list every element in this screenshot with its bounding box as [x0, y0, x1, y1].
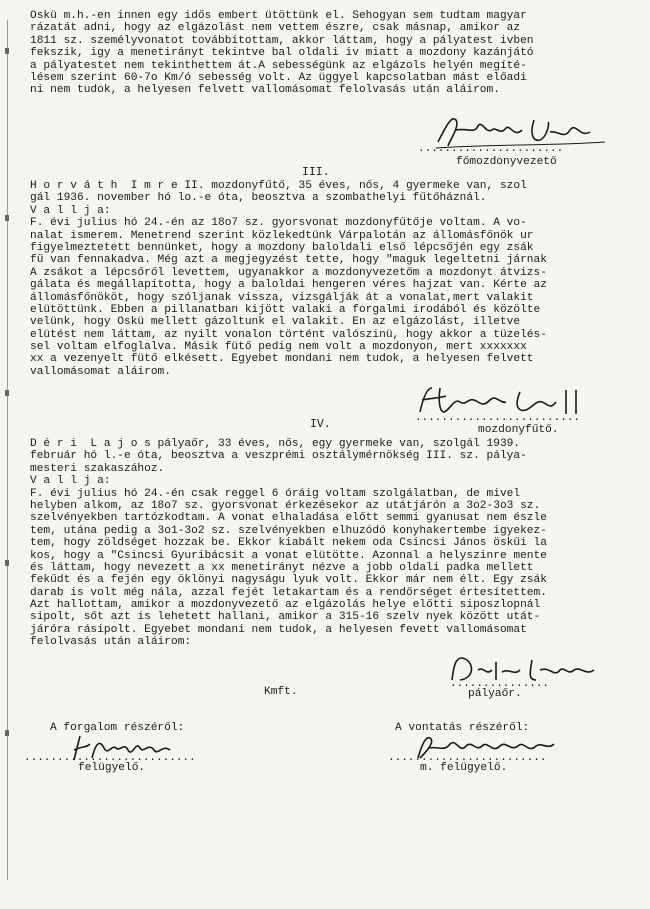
- text-line: Azt hallottam, amikor a mozdonyvezető az elgázolás helye előtti siposzlopnál: [30, 599, 541, 612]
- text-line: rázatát adni, hogy az elgázolást nem vettem észre, csak másnap, amikor az: [30, 22, 521, 35]
- signature-dots: ......................: [418, 143, 564, 155]
- text-line: V a l l j a:: [30, 475, 111, 488]
- text-line: elütést nem láttam, az nyilt vonalon történt valószinü, hogy akkor a tüzelés-: [30, 328, 547, 341]
- signature-caption-driver: főmozdonyvezető: [456, 156, 557, 168]
- text-line: figyelmeztetett bennünket, hogy a mozdony baloldali első lépcsőjén egy zsák: [30, 241, 534, 254]
- text-line: fekszik, igy a menetirányt tekintve bal oldali iv miatt a mozdony kazánjátó: [30, 47, 534, 60]
- text-line: ni nem tudok, a helyesen felvett vallomásomat felolvasás után aláirom.: [30, 84, 500, 97]
- text-line: lésem szerint 60-7o Km/ó sebesség volt. Az üggyel kapcsolatban mást előadi: [30, 71, 527, 84]
- text-line: állomásfőnököt, hogy szóljanak vissza, vizsgálják át a vonalat,mert valakit: [30, 291, 534, 304]
- signature-dots: ...............: [450, 678, 550, 690]
- text-line: mesteri szakaszához.: [30, 462, 165, 475]
- text-line: február hó l.-e óta, beosztva a veszprémi osztálymérnökség III. sz. pálya-: [30, 450, 527, 463]
- statement-continuation: [30, 10, 646, 97]
- text-line: felolvasás után aláirom:: [30, 636, 192, 649]
- text-line: fekűdt és a fején egy öklönyi nagyságu lyuk volt. Ekkor már nem élt. Egy zsák: [30, 574, 547, 587]
- margin-tick: [5, 730, 9, 736]
- text-line: fű van fennakadva. Még azt a megjegyzést tette, hogy "maguk legeltetni járnak: [30, 254, 547, 267]
- section-numeral-iv: IV.: [310, 418, 331, 431]
- text-line: F. évi julius hó 24.-én az 18o7 sz. gyorsvonat mozdonyfűtője voltam. A vo-: [30, 217, 527, 230]
- statement-deri: [30, 438, 646, 649]
- kmft-label: Kmft.: [264, 686, 298, 698]
- text-line: F. évi julius hó 24.-én csak reggel 6 óráig voltam szolgálatban, de mivel: [30, 487, 521, 500]
- text-line: elütöttünk. Ebben a pillanatban kijött valaki a forgalmi irodából és közölte: [30, 303, 541, 316]
- text-line: tem, hogy zöldséget hozzak be. Ekkor kiabált nekem oda Csincsi János öskűi la: [30, 537, 547, 550]
- text-line: velünk, hogy Öskü mellett gázoltunk el valakit. En az elgázolást, illetve: [30, 316, 521, 329]
- text-line: A zsákot a lépcsőről levettem, ugyanakkor a mozdonyvezetőm a mozdonyt átvizs-: [30, 266, 547, 279]
- footer-left-title: A forgalom részéről:: [50, 722, 185, 734]
- text-line: nalat ismerem. Menetrend szerint közlekedtünk Várpalotán az állomásfőnök ur: [30, 229, 534, 242]
- statement-horvath: [30, 180, 646, 378]
- text-line: H o r v á t h I m r e II. mozdonyfűtő, 35 éves, nős, 4 gyermeke van, szol: [30, 180, 527, 192]
- text-line: szelvényekben tartózkodtam. A vonat elhaladása előtt semmi gyanusat nem észle: [30, 512, 547, 525]
- text-line: 1811 sz. személyvonatot továbbítottam, akkor láttam, hogy a pályatest ivben: [30, 34, 534, 47]
- left-margin-line: [7, 20, 8, 880]
- text-line: darab is volt még nála, azzal fejét letakartam és a rendőrséget értesítettem.: [30, 586, 547, 599]
- signature-dots: .........................: [415, 412, 581, 424]
- margin-tick: [5, 215, 9, 221]
- text-line: kos, hogy a "Csincsi Gyuribácsit a vonat elütötte. Azonnal a helyszinre mente: [30, 549, 547, 562]
- footer-right-caption: m. felügyelő.: [420, 762, 508, 774]
- text-line: tem, utána pedig a 3o1-3o2 sz. szelvényekben elhuzódó konyhakertembe igyekez-: [30, 524, 547, 537]
- text-line: Öskü m.h.-en innen egy idős embert ütöttünk el. Sehogyan sem tudtam magyar: [30, 10, 527, 22]
- text-line: sipolt, sőt azt is lehetett hallani, amikor a 315-16 szelv nyek között utát-: [30, 611, 541, 624]
- section-numeral-iii: III.: [302, 166, 330, 179]
- signature-caption-lineman: pályaőr.: [468, 688, 522, 700]
- signature-caption-fireman: mozdonyfűtő.: [478, 424, 559, 436]
- text-line: járóra rásipolt. Egyebet mondani nem tudok, a helyesen fevett vallomásomat: [30, 623, 527, 636]
- text-line: és láttam, hogy nevezett a xx menetirányt nézve a jobb oldali padka mellett: [30, 561, 534, 574]
- text-line: V a l l j a:: [30, 204, 111, 217]
- text-line: a pályatestet nem tekinthettem át.A sebességünk az elgázols helyén megíté-: [30, 59, 527, 72]
- margin-tick: [5, 48, 9, 54]
- text-line: vallomásomat aláirom.: [30, 365, 171, 378]
- margin-tick: [5, 390, 9, 396]
- signature-dots: ..........................: [24, 752, 196, 764]
- footer-left-caption: felügyelő.: [78, 762, 146, 774]
- text-line: xx a vezenyelt fütő elkésett. Egyebet mondani nem tudok, a helyesen felvett: [30, 353, 534, 366]
- text-line: helyben alkom, az 18o7 sz. gyorsvonat érkezésekor az utátjárón a 3o2-3o3 sz.: [30, 499, 541, 512]
- footer-right-title: A vontatás részéről:: [395, 722, 530, 734]
- text-line: sel voltam elfoglalva. Másik fütő pedig nem volt a mozdonyon, mert xxxxxxx: [30, 341, 527, 354]
- text-line: gálata és megállapította, hogy a baloldai hengeren véres hajzat van. Kérte az: [30, 279, 547, 292]
- signature-dots: ........................: [388, 752, 547, 764]
- margin-tick: [5, 560, 9, 566]
- text-line: gál 1936. november hó lo.-e óta, beosztva a szombathelyi fűtőháznál.: [30, 192, 487, 205]
- text-line: D é r i L a j o s pályaőr, 33 éves, nős, egy gyermeke van, szolgál 1939.: [30, 438, 521, 450]
